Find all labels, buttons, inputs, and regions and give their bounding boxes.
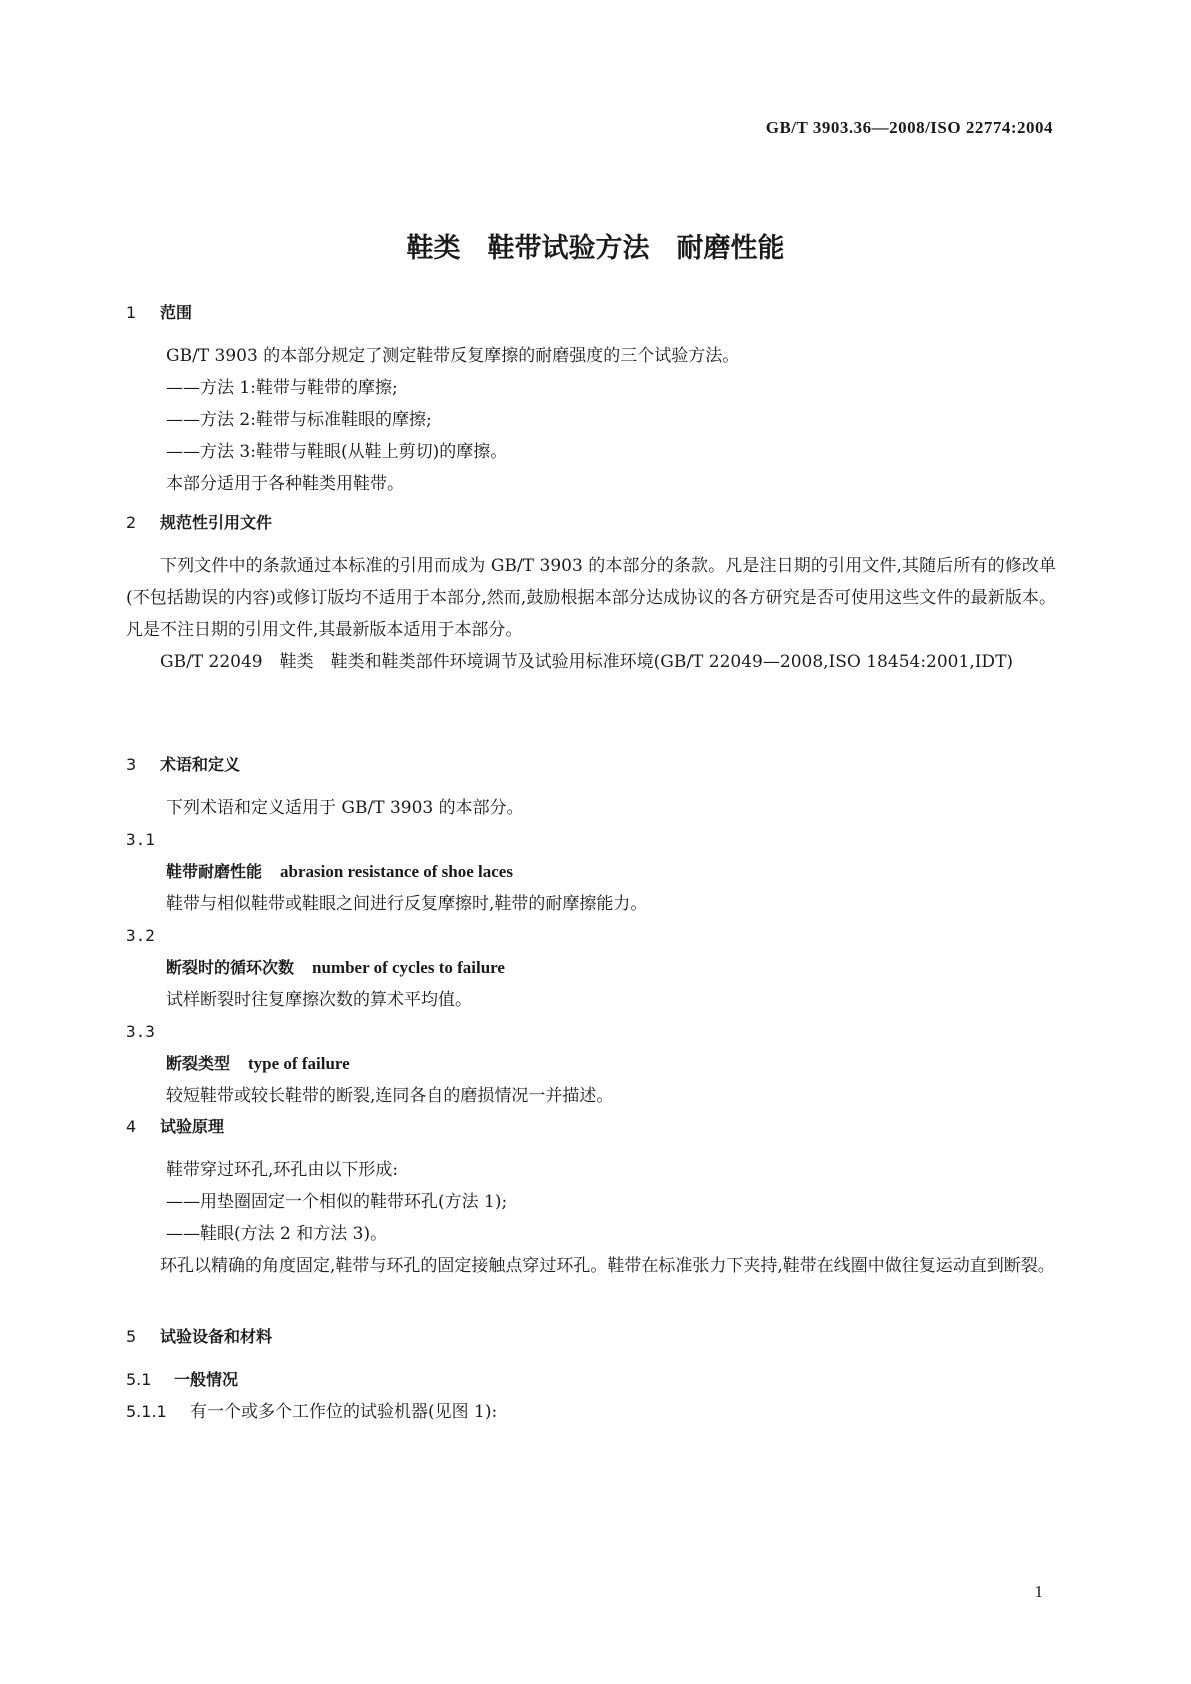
term-definition: 较短鞋带或较长鞋带的断裂,连同各自的磨损情况一并描述。	[166, 1086, 614, 1106]
list-item: ——方法 1:鞋带与鞋带的摩擦;	[166, 378, 398, 398]
section-5-body	[126, 1364, 1056, 1428]
section-2-body	[126, 550, 1056, 678]
section-2	[126, 510, 1056, 533]
standard-number: GB/T 3903.36—2008/ISO 22774:2004	[765, 118, 1053, 137]
term-definition: 试样断裂时往复摩擦次数的算术平均值。	[166, 990, 472, 1010]
list-item: ——鞋眼(方法 2 和方法 3)。	[166, 1224, 388, 1244]
list-item: ——方法 3:鞋带与鞋眼(从鞋上剪切)的摩擦。	[166, 442, 508, 462]
section-1-body	[126, 340, 1056, 500]
list-item: ——方法 2:鞋带与标准鞋眼的摩擦;	[166, 410, 432, 430]
term-definition: 鞋带与相似鞋带或鞋眼之间进行反复摩擦时,鞋带的耐摩擦能力。	[166, 894, 648, 914]
paragraph: 环孔以精确的角度固定,鞋带与环孔的固定接触点穿过环孔。鞋带在标准张力下夹持,鞋带在线圈中做往复运动直到断裂。	[160, 1256, 1055, 1276]
term-en: abrasion resistance of shoe laces	[280, 862, 513, 881]
section-3-body	[126, 792, 1056, 1112]
term-zh: 断裂类型	[166, 1054, 231, 1073]
term-number: 3.3	[126, 1022, 155, 1041]
clause: 5.1.1 有一个或多个工作位的试验机器(见图 1):	[126, 1402, 498, 1422]
section-heading: 2 规范性引用文件	[126, 513, 273, 532]
section-heading: 5 试验设备和材料	[126, 1327, 273, 1346]
paragraph: 本部分适用于各种鞋类用鞋带。	[166, 474, 404, 494]
section-heading: 3 术语和定义	[126, 755, 241, 774]
term-en: number of cycles to failure	[312, 958, 505, 977]
term-number: 3.2	[126, 926, 155, 945]
term-zh: 鞋带耐磨性能	[166, 862, 263, 881]
paragraph: 鞋带穿过环孔,环孔由以下形成:	[166, 1160, 399, 1180]
document-title: 鞋类 鞋带试验方法 耐磨性能	[406, 233, 785, 264]
list-item: ——用垫圈固定一个相似的鞋带环孔(方法 1);	[166, 1192, 508, 1212]
paragraph: 下列术语和定义适用于 GB/T 3903 的本部分。	[166, 798, 524, 818]
term-number: 3.1	[126, 830, 155, 849]
term-entry	[126, 1048, 1056, 1080]
section-4	[126, 1114, 1056, 1137]
section-1	[126, 300, 1056, 323]
section-heading: 4 试验原理	[126, 1117, 225, 1136]
section-3	[126, 752, 1056, 775]
term-zh: 断裂时的循环次数	[166, 958, 295, 977]
term-entry	[126, 856, 1056, 888]
term-en: type of failure	[248, 1054, 350, 1073]
reference-entry: GB/T 22049 鞋类 鞋类和鞋类部件环境调节及试验用标准环境(GB/T 22049—2008,ISO 18454:2001,IDT)	[160, 652, 1014, 672]
paragraph: 下列文件中的条款通过本标准的引用而成为 GB/T 3903 的本部分的条款。凡是注日期的引用文件,其随后所有的修改单(不包括勘误的内容)或修订版均不适用于本部分,然而,鼓励根据本部分达成协议的各方研究是否可使用这些文件的最新版本。凡是不注日期的引用文件,其最新版本适用于本部分。	[126, 556, 1056, 640]
section-heading: 1 范围	[126, 303, 193, 322]
section-4-body	[126, 1154, 1056, 1282]
subsection-heading: 5.1 一般情况	[126, 1370, 239, 1389]
term-entry	[126, 952, 1056, 984]
section-5	[126, 1324, 1056, 1347]
page-number: 1	[1034, 1582, 1043, 1601]
paragraph: GB/T 3903 的本部分规定了测定鞋带反复摩擦的耐磨强度的三个试验方法。	[166, 346, 740, 366]
